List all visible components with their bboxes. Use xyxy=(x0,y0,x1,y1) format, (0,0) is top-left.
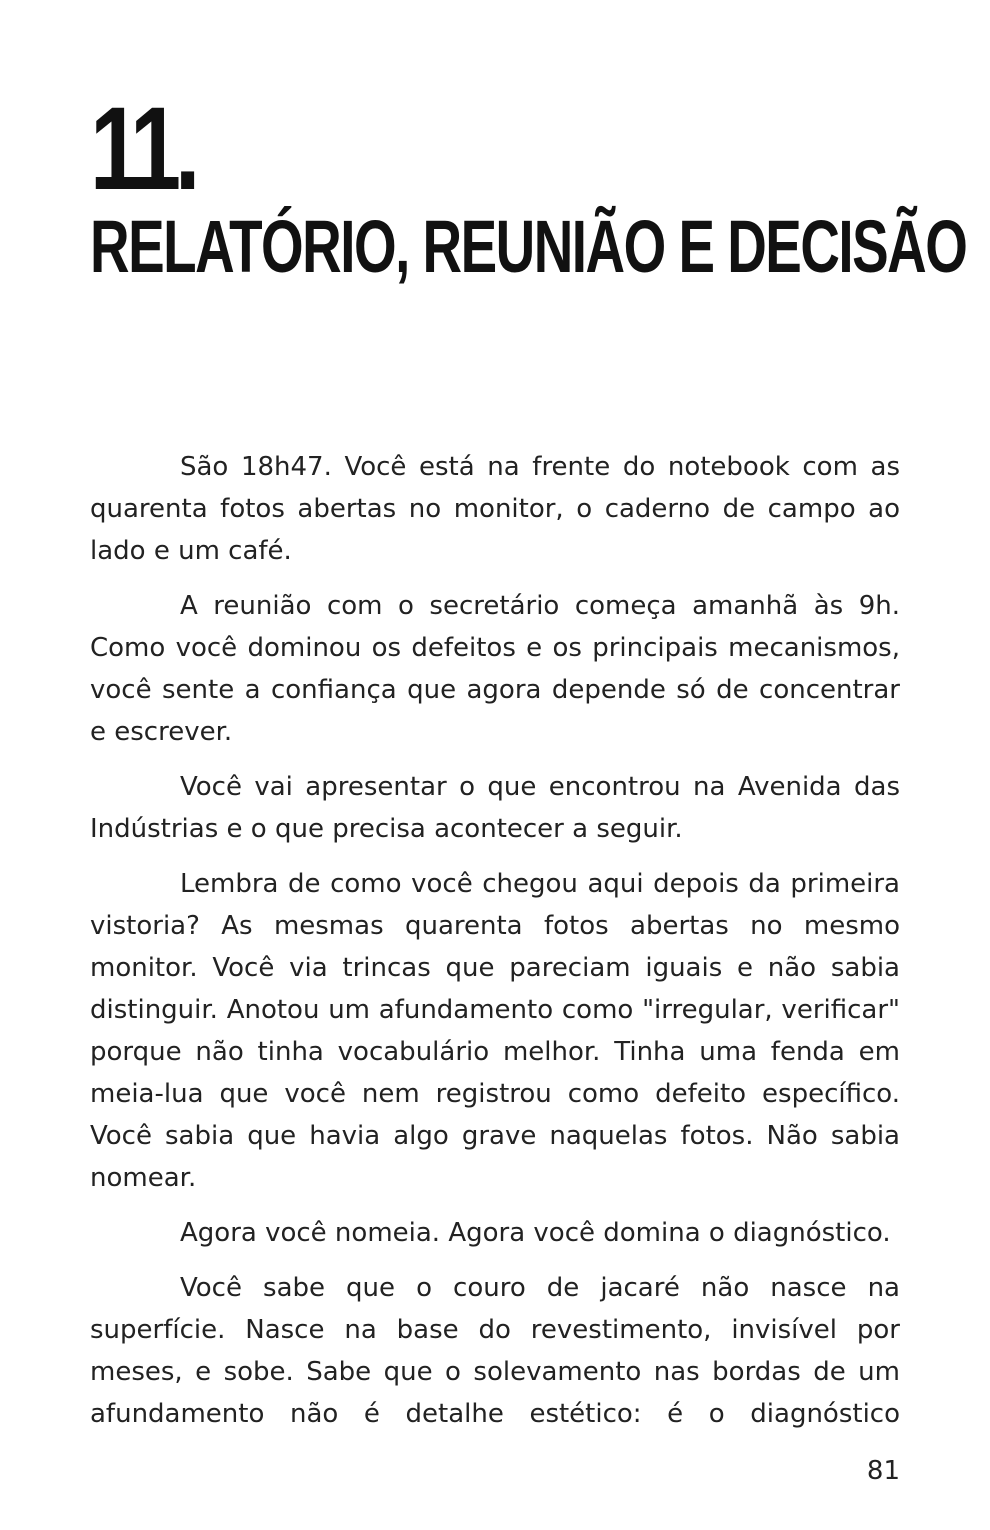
page-number: 81 xyxy=(866,1456,900,1486)
paragraph: Você sabe que o couro de jacaré não nasce na superfície. Nasce na base do revestimento, invisível por meses, e sobe. Sabe que o solevamento nas bordas de um afundamento não é detalhe estético: é o diagnóstico xyxy=(90,1273,900,1429)
paragraph: Agora você nomeia. Agora você domina o diagnóstico. xyxy=(180,1218,891,1248)
paragraph: Lembra de como você chegou aqui depois da primeira vistoria? As mesmas quarenta fotos abertas no mesmo monitor. Você via trincas que pareciam iguais e não sabia distinguir. Anotou um afundamento como "irregular, verificar" porque não tinha vocabulário melhor. Tinha uma fenda em meia-lua que você nem registrou como defeito específico. Você sabia que havia algo grave naquelas fotos. Não sabia nomear. xyxy=(90,869,900,1193)
chapter-body xyxy=(90,446,900,1448)
paragraph: A reunião com o secretário começa amanhã às 9h. Como você dominou os defeitos e os principais mecanismos, você sente a confiança que agora depende só de concentrar e escrever. xyxy=(90,591,900,747)
paragraph: Você vai apresentar o que encontrou na Avenida das Indústrias e o que precisa acontecer a seguir. xyxy=(90,772,900,844)
paragraph: São 18h47. Você está na frente do notebook com as quarenta fotos abertas no monitor, o caderno de campo ao lado e um café. xyxy=(90,452,900,566)
chapter-title: RELATÓRIO, REUNIÃO E DECISÃO xyxy=(90,205,967,288)
chapter-number: 11. xyxy=(90,83,195,215)
